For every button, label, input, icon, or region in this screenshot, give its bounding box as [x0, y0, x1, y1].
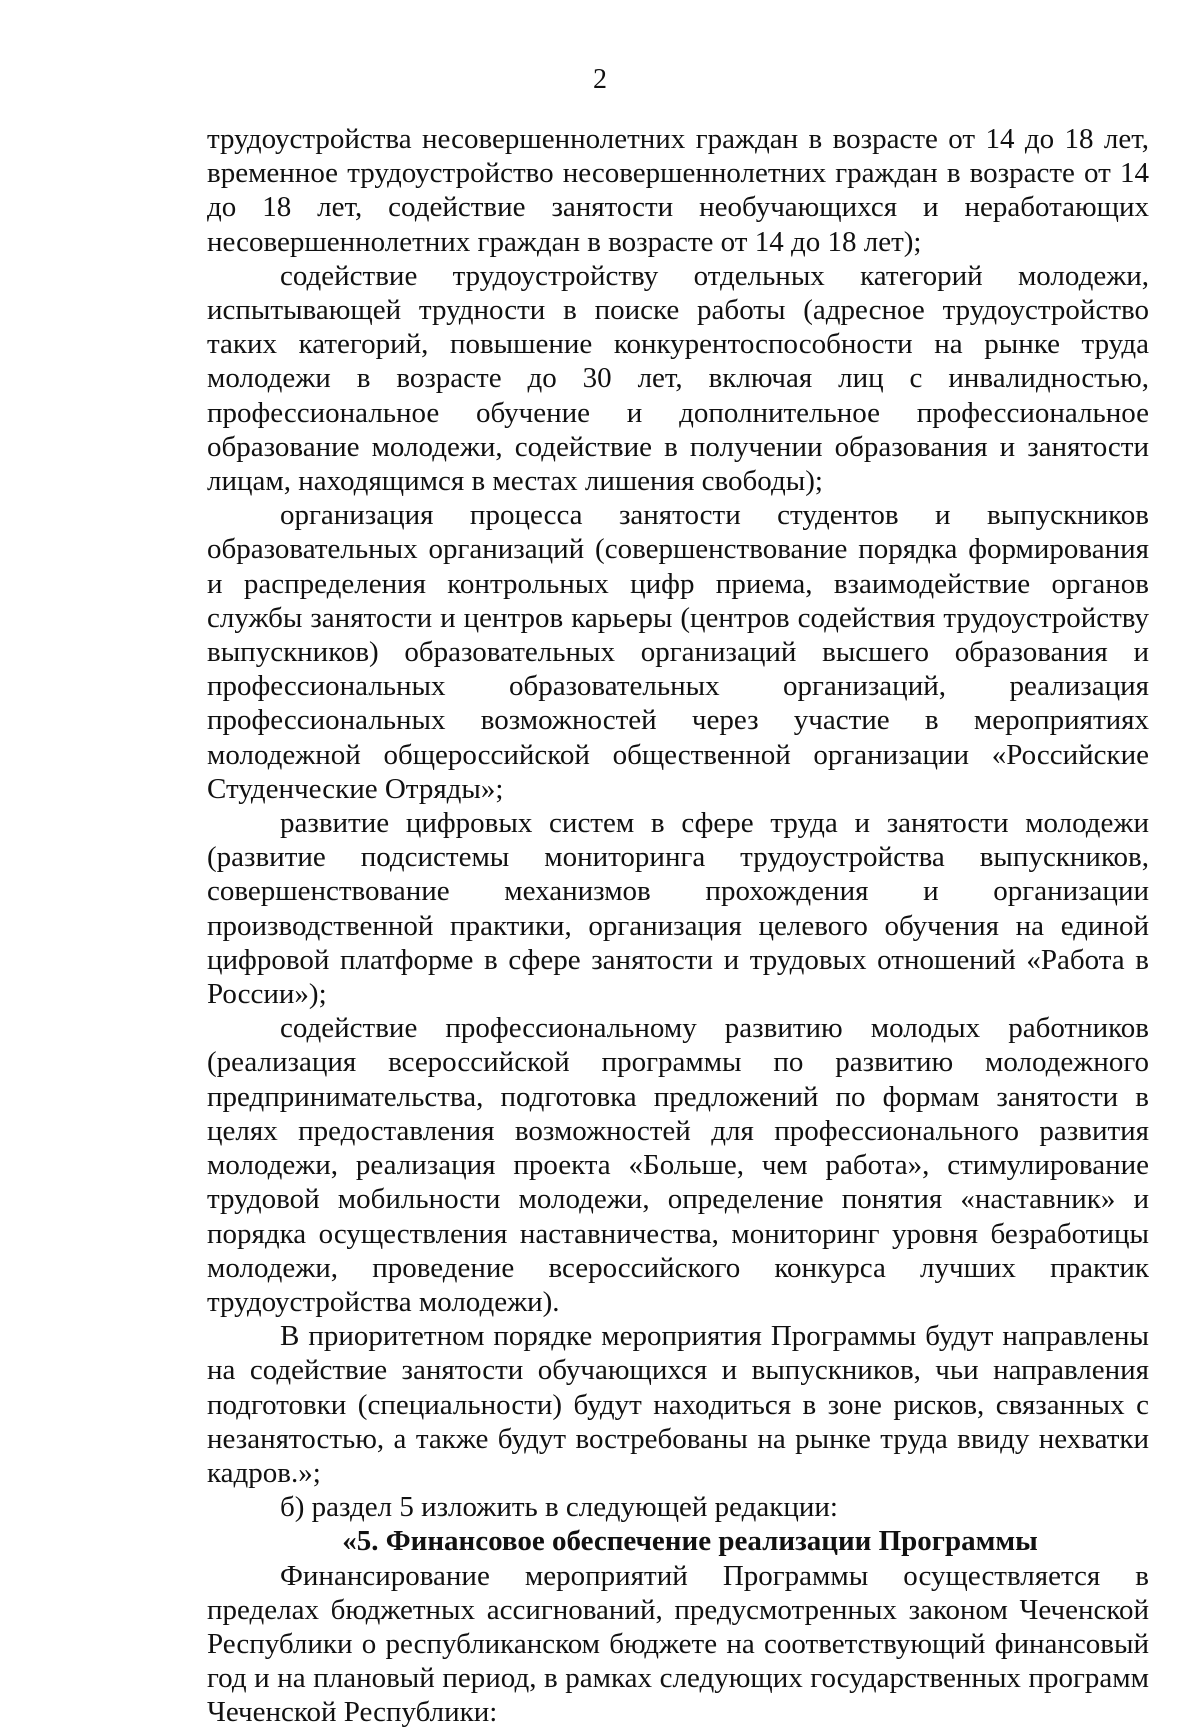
paragraph-professional-development: содействие профессиональному развитию молодых работников (реализация всероссийской программы по развитию молодежного предпринимательства, подготовка предложений по формам занятости в целях предоставления возможностей для профессионального развития молодежи, реализация проекта «Больше, чем работа», стимулирование трудовой мобильности молодежи, определение понятия «наставник» и порядка осуществления наставничества, мониторинг уровня безработицы молодежи, проведение всероссийского конкурса лучших практик трудоустройства молодежи). [207, 1012, 1149, 1318]
paragraph-continuation: трудоустройства несовершеннолетних граждан в возрасте от 14 до 18 лет, временное трудоустройство несовершеннолетних граждан в возрасте от 14 до 18 лет, содействие занятости необучающихся и неработающих несовершеннолетних граждан в возрасте от 14 до 18 лет); [207, 123, 1149, 258]
section-heading: «5. Финансовое обеспечение реализации Программы [342, 1525, 1038, 1558]
document-body [207, 122, 1149, 1730]
paragraph-financing: Финансирование мероприятий Программы осуществляется в пределах бюджетных ассигнований, предусмотренных законом Чеченской Республики о республиканском бюджете на соответствующий финансовый год и на плановый период, в рамках следующих государственных программ Чеченской Республики: [207, 1559, 1149, 1729]
paragraph-students-employment: организация процесса занятости студентов и выпускников образовательных организаций (совершенствование порядка формирования и распределения контрольных цифр приема, взаимодействие органов службы занятости и центров карьеры (центров содействия трудоустройству выпускников) образовательных организаций высшего образования и профессиональных образовательных организаций, реализация профессиональных возможностей через участие в мероприятиях молодежной общероссийской общественной организации «Российские Студенческие Отряды»; [207, 499, 1149, 805]
paragraph-priority-measures: В приоритетном порядке мероприятия Программы будут направлены на содействие занятости обучающихся и выпускников, чьи направления подготовки (специальности) будут находиться в зоне рисков, связанных с незанятостью, а также будут востребованы на рынке труда ввиду нехватки кадров.»; [207, 1320, 1149, 1489]
paragraph-digital-systems: развитие цифровых систем в сфере труда и занятости молодежи (развитие подсистемы мониторинга трудоустройства выпускников, совершенствование механизмов прохождения и организации производственной практики, организация целевого обучения на единой цифровой платформе в сфере занятости и трудовых отношений «Работа в России»); [207, 807, 1149, 1011]
page-number: 2 [593, 64, 607, 95]
paragraph-youth-categories: содействие трудоустройству отдельных категорий молодежи, испытывающей трудности в поиске работы (адресное трудоустройство таких категорий, повышение конкурентоспособности на рынке труда молодежи в возрасте до 30 лет, включая лиц с инвалидностью, профессиональное обучение и дополнительное профессиональное образование молодежи, содействие в получении образования и занятости лицам, находящимся в местах лишения свободы); [207, 259, 1149, 498]
paragraph-section-amendment: б) раздел 5 изложить в следующей редакции: [280, 1491, 838, 1524]
